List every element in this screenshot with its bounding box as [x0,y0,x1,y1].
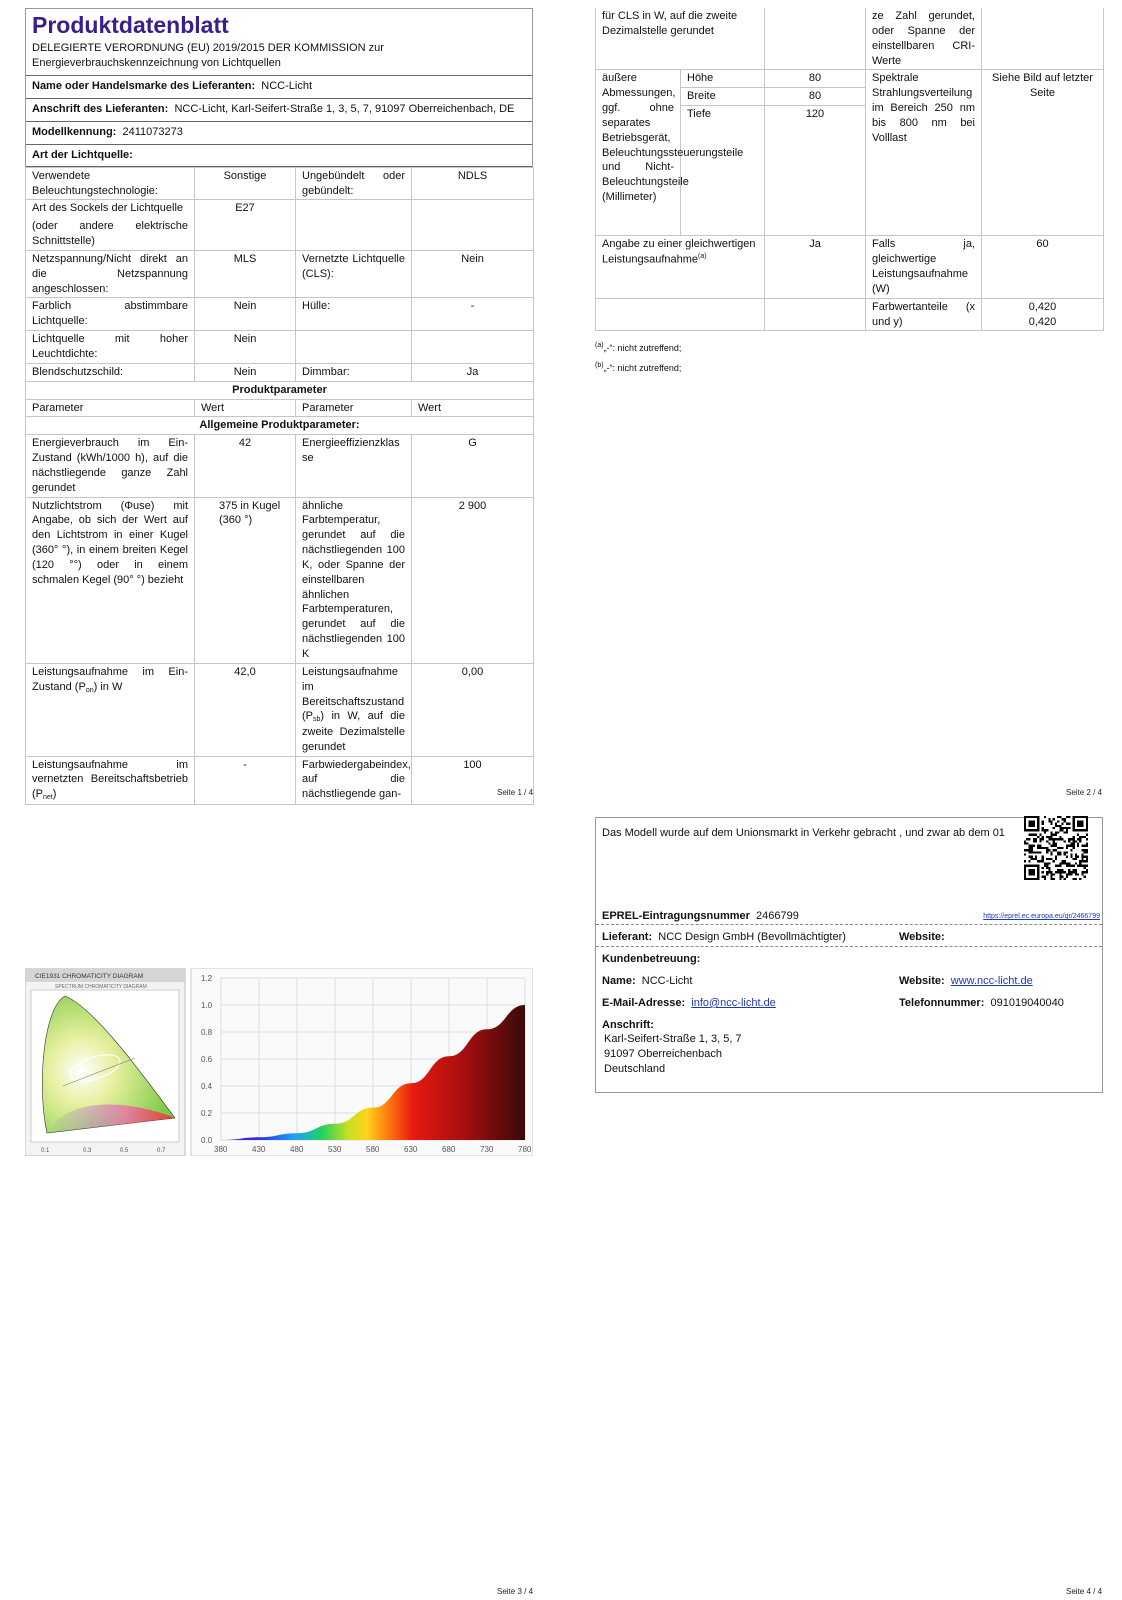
power-on-value: 42,0 [195,663,296,756]
standby-power-label [296,663,412,756]
table-row [26,497,534,663]
page-4 [595,817,1103,1093]
product-parameters-heading: Produktparameter [26,381,534,399]
page-number: Seite 4 / 4 [1066,1587,1103,1596]
website-label: Website: [899,975,945,987]
email-label: E-Mail-Adresse: [602,997,686,1009]
table-row [26,200,534,251]
standby-subscript: sb [313,716,321,724]
website-label-top: Website: [899,931,945,943]
supplier-address-row [26,98,532,121]
equivalent-watts-label: Falls ja, gleichwertige Leistungsaufnahme (W) [866,236,982,298]
high-luminance-label: Lichtquelle mit hoher Leuchtdichte: [26,331,195,364]
phone-label: Telefonnummer: [899,997,985,1009]
mains-value: MLS [195,250,296,298]
footnote-a-text: „-“: nicht zutreffend; [603,343,682,354]
x-tick-label: 780 [518,1145,532,1154]
empty-cell [296,200,412,251]
y-tick-label: 0.8 [201,1028,213,1037]
luminous-flux-value: 375 in Kugel (360 °) [195,497,296,663]
depth-value: 120 [765,106,866,236]
chromaticity-x: 0,420 [1028,300,1057,313]
socket-label-2: (oder andere elektrische Schnittstelle) [32,220,188,248]
empty-cell [296,331,412,364]
website-link[interactable]: www.ncc-licht.de [950,975,1033,987]
socket-value: E27 [195,200,296,251]
height-value: 80 [765,70,866,88]
power-on-label-suffix: ) in W [93,680,123,693]
address-line: Deutschland [604,1062,666,1075]
header-box [25,8,533,167]
cie-subtitle: SPECTRUM CHROMATICITY DIAGRAM [55,984,147,990]
supplier-name-label: Name oder Handelsmarke des Lieferanten: [32,79,256,92]
equivalent-watts-value: 60 [982,236,1104,298]
parameters-continued-table [595,8,1104,331]
footnote-b-mark: (b) [595,362,604,370]
empty-cell [765,298,866,331]
table-row [596,70,1104,88]
networked-label-text: Leistungsaufnahme im vernetzten Bereitschaftsbetrieb (P [32,758,188,801]
dimmable-value: Ja [412,363,534,381]
empty-cell [412,200,534,251]
equivalent-power-label [596,236,765,298]
customer-service-label: Kundenbetreuung: [602,953,701,965]
regulation-subtitle: DELEGIERTE VERORDNUNG (EU) 2019/2015 DER KOMMISSION zur Energieverbrauchskennzeichnung von Lichtquellen [32,42,384,69]
color-temperature-label: ähnliche Farbtemperatur, gerundet auf die nächstliegenden 100 K, oder Spanne der einstellbaren ähnlichen Farbtemperaturen, gerundet auf die nächstliegenden 100 K [296,497,412,663]
column-header-parameter: Parameter [296,399,412,417]
website-row [899,974,1033,989]
networked-subscript: net [43,794,53,802]
x-tick-label: 680 [442,1145,456,1154]
table-row [26,250,534,298]
spectrum-x-ticks [214,1145,532,1154]
column-header-value: Wert [412,399,534,417]
light-source-type-label: Art der Lichtquelle: [32,148,133,161]
name-row [602,974,692,989]
networked-standby-value: - [195,756,296,804]
tunable-value: Nein [195,298,296,331]
spectral-distribution-label: Spektrale Strahlungsverteilung im Bereich 250 nm bis 800 nm bei Volllast [866,70,982,236]
efficiency-class-label: Energieeffizienzklasse [296,435,412,497]
empty-cell [596,298,765,331]
supplier-name-row [26,75,532,98]
cri-continued: ze Zahl gerundet, oder Spanne der einstellbaren CRI-Werte [866,8,982,70]
footnote-b [595,357,1103,377]
networked-label-suffix: ) [52,788,57,801]
supplier-value: NCC Design GmbH (Bevollmächtigter) [658,931,846,943]
page-1 [25,8,533,805]
market-date-text: Das Modell wurde auf dem Unionsmarkt in Verkehr gebracht , und zwar ab dem 01 [602,827,1005,839]
power-on-subscript: on [85,686,94,694]
eprel-label: EPREL-Eintragungsnummer [602,910,750,922]
cls-label: Vernetzte Lichtquelle (CLS): [296,250,412,298]
depth-label: Tiefe [681,106,765,236]
x-tick-label: 430 [252,1145,266,1154]
power-on-label [26,663,195,756]
spectrum-figure [25,968,533,1156]
socket-label-cell [26,200,195,251]
model-label: Modellkennung: [32,125,117,138]
cls-standby-continued: für CLS in W, auf die zweite Dezimalstelle gerundet [596,8,765,70]
color-rendering-value: 100 [412,756,534,804]
tunable-label: Farblich abstimmbare Lichtquelle: [26,298,195,331]
y-tick-label: 0.2 [201,1109,213,1118]
networked-standby-label [26,756,195,804]
color-temperature-value: 2 900 [412,497,534,663]
supplier-address-value: NCC-Licht, Karl-Seifert-Straße 1, 3, 5, 7, 91097 Oberreichenbach, DE [174,102,515,115]
divider [596,946,1102,947]
model-row [26,121,532,144]
address-block [604,1032,742,1077]
column-header-value: Wert [195,399,296,417]
supplier-address-label: Anschrift des Lieferanten: [32,102,169,115]
glare-shield-label: Blendschutzschild: [26,363,195,381]
eprel-link[interactable]: https://eprel.ec.europa.eu/qr/2466799 [983,913,1100,920]
manufacturer-info-box [595,817,1103,1093]
x-tick-label: 480 [290,1145,304,1154]
phone-row [899,996,1064,1011]
divider [596,924,1102,925]
supplier-name-value: NCC-Licht [261,79,312,92]
color-rendering-label: Farbwiedergabeindex, auf die nächstliegende gan- [296,756,412,804]
bundled-value: NDLS [412,167,534,200]
y-tick-label: 0.0 [201,1136,213,1145]
spectral-distribution-value: Siehe Bild auf letzter Seite [982,70,1104,236]
equivalent-power-text: Angabe zu einer gleichwertigen Leistungsaufnahme [602,238,756,266]
cie-title: CIE1931 CHROMATICITY DIAGRAM [35,973,144,980]
equivalent-power-value: Ja [765,236,866,298]
table-row [26,363,534,381]
cls-value: Nein [412,250,534,298]
cie-tick: 0.7 [157,1148,166,1154]
table-row [26,331,534,364]
dimensions-label: äußere Abmessungen, ggf. ohne separates Betriebsgerät, Beleuchtungssteuerungsteile und Nicht-Beleuchtungsteile (Millimeter) [596,70,681,236]
footnote-a [595,337,1103,357]
cie-tick: 0.1 [41,1148,50,1154]
socket-label: Art des Sockels der Lichtquelle [32,202,184,215]
efficiency-class-value: G [412,435,534,497]
x-tick-label: 730 [480,1145,494,1154]
spectrum-chart [191,968,533,1156]
name-label: Name: [602,975,636,987]
empty-cell [412,331,534,364]
page-2 [595,8,1103,377]
model-value: 2411073273 [122,125,183,138]
standby-label-suffix: ) in W, auf die zweite Dezimalstelle gerundet [302,710,405,753]
page-number: Seite 3 / 4 [497,1587,534,1596]
cie-tick: 0.5 [120,1148,129,1154]
width-value: 80 [765,88,866,106]
table-header-row [26,399,534,417]
y-tick-label: 1.2 [201,974,213,983]
standby-power-value: 0,00 [412,663,534,756]
supplier-label: Lieferant: [602,931,653,943]
power-on-label-text: Leistungsaufnahme im Ein-Zustand (P [32,665,188,693]
page-number: Seite 1 / 4 [497,788,534,797]
qr-code-icon[interactable] [1024,816,1088,880]
table-row [26,756,534,804]
technology-value: Sonstige [195,167,296,200]
standby-label-text: Leistungsaufnahme im Bereitschaftszustand (P [302,665,405,723]
y-tick-label: 0.4 [201,1082,213,1091]
document-title: Produktdatenblatt [32,12,229,38]
x-tick-label: 530 [328,1145,342,1154]
table-row [596,8,1104,70]
x-tick-label: 580 [366,1145,380,1154]
chromaticity-label: Farbwertanteile (x und y) [866,298,982,331]
glare-shield-value: Nein [195,363,296,381]
height-label: Höhe [681,70,765,88]
table-row [26,381,534,399]
phone-value: 091019040040 [990,997,1064,1009]
eprel-row [602,909,799,924]
column-header-parameter: Parameter [26,399,195,417]
mains-label: Netzspannung/Nicht direkt an die Netzspannung angeschlossen: [26,250,195,298]
technology-label: Verwendete Beleuchtungstechnologie: [26,167,195,200]
table-row [26,435,534,497]
supplier-row [602,930,846,945]
cie-diagram [25,968,185,1156]
address-line: 91097 Oberreichenbach [604,1047,723,1060]
high-luminance-value: Nein [195,331,296,364]
table-row [26,417,534,435]
cie-tick: 0.3 [83,1148,92,1154]
x-tick-label: 630 [404,1145,418,1154]
bundled-label: Ungebündelt oder gebündelt: [296,167,412,200]
envelope-value: - [412,298,534,331]
page-number: Seite 2 / 4 [1066,788,1103,797]
y-tick-label: 0.6 [201,1055,213,1064]
y-tick-label: 1.0 [201,1001,213,1010]
email-row [602,996,776,1011]
footnote-b-text: „-“: nicht zutreffend; [603,363,682,374]
luminous-flux-label: Nutzlichtstrom (Φuse) mit Angabe, ob sich der Wert auf den Lichtstrom in einer Kugel (360° °), in einem breiten Kegel (120 °°) oder in einem schmalen Kegel (90° °) bezieht [26,497,195,663]
light-source-table [25,167,534,805]
table-row [596,236,1104,298]
light-source-type-row [26,144,532,167]
chromaticity-values [982,298,1104,331]
footnote-marker-a: (a) [698,253,707,261]
name-value: NCC-Licht [641,975,693,987]
table-row [26,663,534,756]
page-3 [25,968,533,1161]
energy-consumption-label: Energieverbrauch im Ein-Zustand (kWh/1000 h), auf die nächstliegende ganze Zahl gerundet [26,435,195,497]
email-link[interactable]: info@ncc-licht.de [691,997,776,1009]
chromaticity-y: 0,420 [1028,315,1057,328]
general-parameters-heading: Allgemeine Produktparameter: [26,417,534,435]
x-tick-label: 380 [214,1145,228,1154]
footnotes [595,337,1103,377]
empty-cell [765,8,866,70]
empty-cell [982,8,1104,70]
width-label: Breite [681,88,765,106]
table-row [596,298,1104,331]
table-row [26,167,534,200]
address-line: Karl-Seifert-Straße 1, 3, 5, 7 [604,1033,742,1045]
energy-consumption-value: 42 [195,435,296,497]
eprel-number: 2466799 [756,910,799,922]
envelope-label: Hülle: [296,298,412,331]
address-label: Anschrift: [602,1019,654,1031]
dimmable-label: Dimmbar: [296,363,412,381]
table-row [26,298,534,331]
footnote-a-mark: (a) [595,342,604,350]
